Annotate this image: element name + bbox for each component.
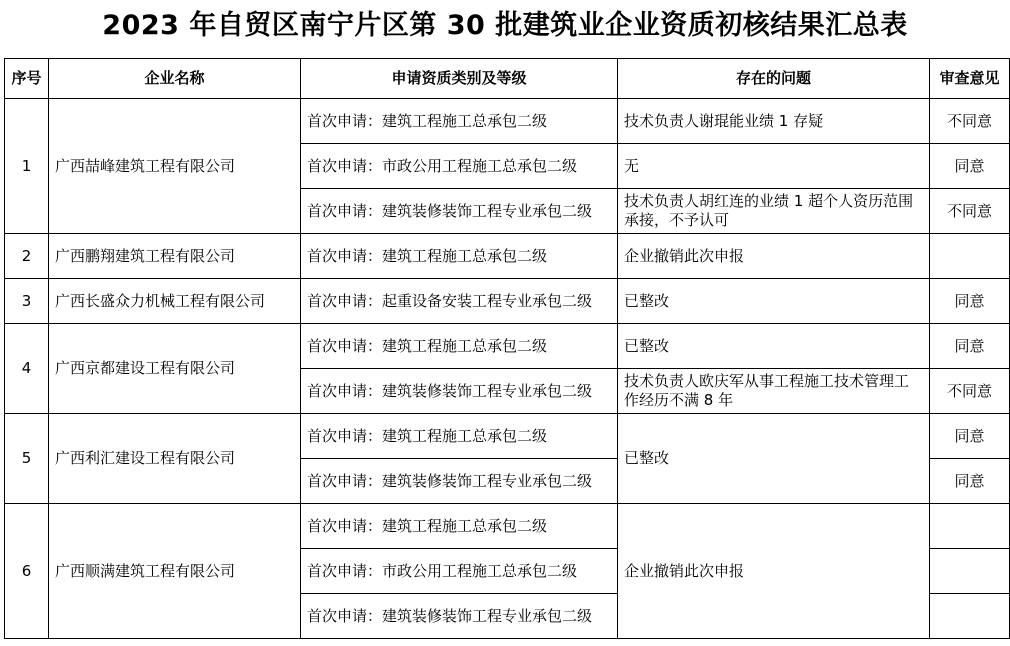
table-row [5,279,1010,324]
cell-opinion: 同意 [930,459,1010,504]
cell-seq: 2 [5,234,49,279]
cell-qualification: 首次申请：建筑工程施工总承包二级 [301,414,618,459]
results-table [4,58,1010,639]
header-company: 企业名称 [49,59,301,99]
cell-issue: 已整改 [618,279,930,324]
cell-company: 广西喆峰建筑工程有限公司 [49,99,301,234]
header-qualification: 申请资质类别及等级 [301,59,618,99]
cell-qualification: 首次申请：建筑装修装饰工程专业承包二级 [301,594,618,639]
cell-opinion [930,549,1010,594]
cell-qualification: 首次申请：建筑装修装饰工程专业承包二级 [301,459,618,504]
cell-qualification: 首次申请：建筑装修装饰工程专业承包二级 [301,189,618,234]
table-row [5,234,1010,279]
page-title: 2023 年自贸区南宁片区第 30 批建筑业企业资质初核结果汇总表 [102,10,908,41]
cell-qualification: 首次申请：建筑工程施工总承包二级 [301,234,618,279]
cell-seq: 3 [5,279,49,324]
cell-seq: 4 [5,324,49,414]
cell-issue: 无 [618,144,930,189]
cell-qualification: 首次申请：建筑工程施工总承包二级 [301,99,618,144]
cell-opinion: 不同意 [930,99,1010,144]
table-row [5,99,1010,144]
cell-qualification: 首次申请：市政公用工程施工总承包二级 [301,144,618,189]
table-header-row [5,59,1010,99]
cell-company: 广西京都建设工程有限公司 [49,324,301,414]
cell-issue: 企业撤销此次申报 [618,504,930,639]
cell-qualification: 首次申请：市政公用工程施工总承包二级 [301,549,618,594]
cell-issue: 技术负责人欧庆军从事工程施工技术管理工作经历不满 8 年 [618,369,930,414]
header-opinion: 审查意见 [930,59,1010,99]
cell-issue: 技术负责人胡红连的业绩 1 超个人资历范围承接，不予认可 [618,189,930,234]
cell-seq: 6 [5,504,49,639]
cell-opinion: 不同意 [930,369,1010,414]
cell-qualification: 首次申请：建筑装修装饰工程专业承包二级 [301,369,618,414]
cell-seq: 1 [5,99,49,234]
cell-issue: 技术负责人谢琨能业绩 1 存疑 [618,99,930,144]
cell-opinion [930,504,1010,549]
header-issue: 存在的问题 [618,59,930,99]
cell-company: 广西顺满建筑工程有限公司 [49,504,301,639]
cell-company: 广西鹏翔建筑工程有限公司 [49,234,301,279]
cell-qualification: 首次申请：建筑工程施工总承包二级 [301,504,618,549]
cell-opinion: 同意 [930,144,1010,189]
cell-qualification: 首次申请：建筑工程施工总承包二级 [301,324,618,369]
cell-issue: 企业撤销此次申报 [618,234,930,279]
table-row [5,504,1010,549]
header-seq: 序号 [5,59,49,99]
cell-company: 广西利汇建设工程有限公司 [49,414,301,504]
cell-opinion: 同意 [930,324,1010,369]
cell-issue: 已整改 [618,414,930,504]
cell-opinion [930,594,1010,639]
cell-seq: 5 [5,414,49,504]
table-row [5,414,1010,459]
cell-qualification: 首次申请：起重设备安装工程专业承包二级 [301,279,618,324]
cell-company: 广西长盛众力机械工程有限公司 [49,279,301,324]
cell-opinion: 不同意 [930,189,1010,234]
cell-opinion: 同意 [930,414,1010,459]
cell-opinion [930,234,1010,279]
table-row [5,324,1010,369]
cell-issue: 已整改 [618,324,930,369]
cell-opinion: 同意 [930,279,1010,324]
